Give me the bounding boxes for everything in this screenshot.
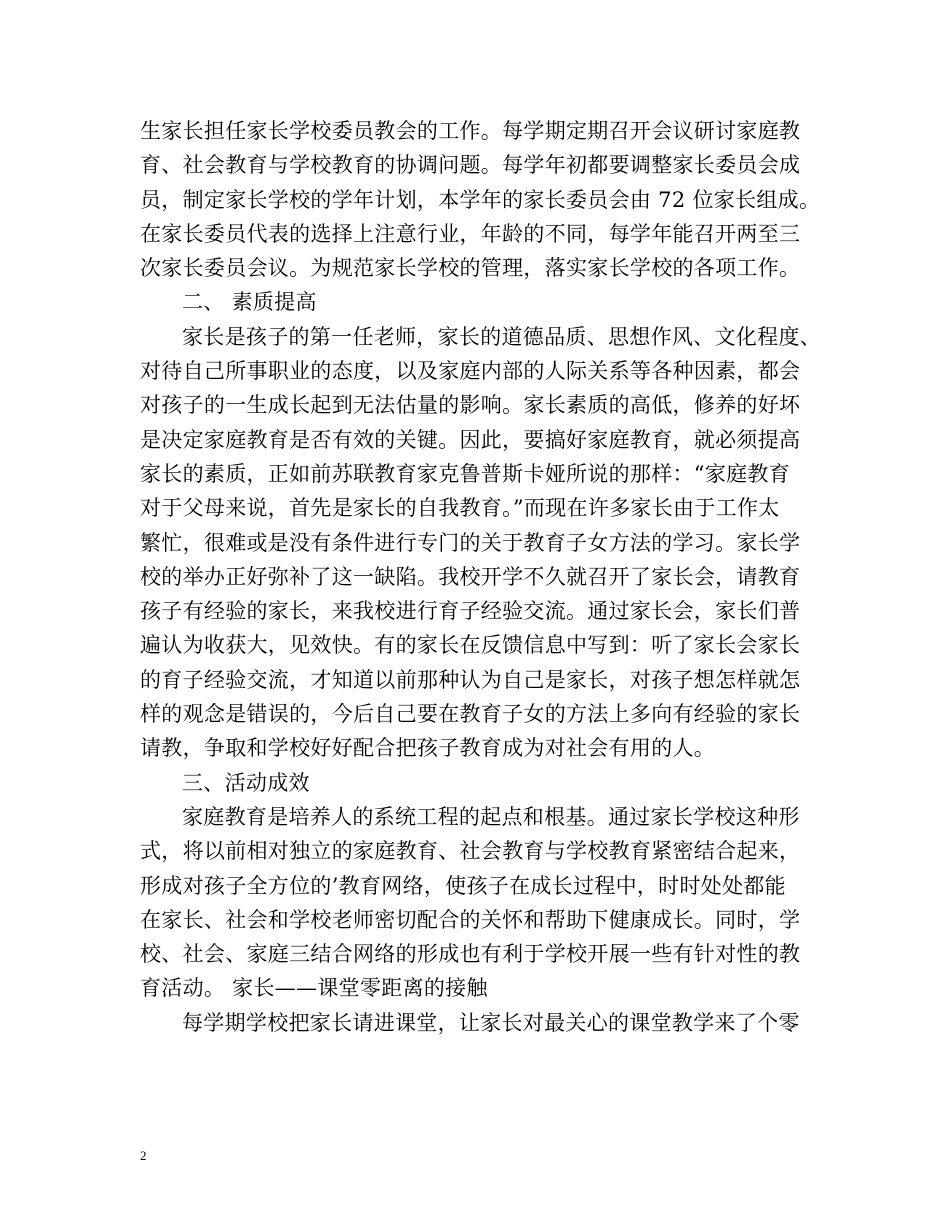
- text-line: 员，制定家长学校的学年计划，本学年的家长委员会由 72 位家长组成。: [140, 187, 821, 212]
- text-line: 生家长担任家长学校委员教会的工作。每学期定期召开会议研讨家庭教: [140, 119, 801, 143]
- text-line: 校的举办正好弥补了这一缺陷。我校开学不久就召开了家长会，请教育: [140, 564, 801, 589]
- text-line: 对待自己所事职业的态度，以及家庭内部的人际关系等各种因素，都会: [140, 359, 801, 384]
- text-line: 式，将以前相对独立的家庭教育、社会教育与学校教育紧密结合起来，: [140, 839, 801, 864]
- paragraph-start-line: 每学期学校把家长请进课堂，让家长对最关心的课堂教学来了个零: [182, 1010, 800, 1035]
- body-text: [140, 114, 830, 1040]
- text-line: 请教，争取和学校好好配合把孩子教育成为对社会有用的人。: [140, 736, 716, 761]
- page-number: 2: [140, 1148, 147, 1163]
- section-heading: 二、 素质提高: [182, 290, 317, 315]
- paragraph-start-line: 家庭教育是培养人的系统工程的起点和根基。通过家长学校这种形: [182, 804, 800, 829]
- text-line: 校、社会、家庭三结合网络的形成也有利于学校开展一些有针对性的教: [140, 942, 801, 967]
- text-line: 形成对孩子全方位的’教育网络，使孩子在成长过程中，时时处处都能: [140, 873, 786, 898]
- text-line: 次家长委员会议。为规范家长学校的管理，落实家长学校的各项工作。: [140, 256, 801, 281]
- text-line: 家长的素质，正如前苏联教育家克鲁普斯卡娅所说的那样：“家庭教育: [140, 461, 791, 486]
- text-line: 的育子经验交流，才知道以前那种认为自己是家长，对孩子想怎样就怎: [140, 667, 801, 692]
- text-line: 繁忙，很难或是没有条件进行专门的关于教育子女方法的学习。家长学: [140, 530, 801, 555]
- text-line: 育、社会教育与学校教育的协调问题。每学年初都要调整家长委员会成: [140, 153, 801, 178]
- text-line: 样的观念是错误的，今后自己要在教育子女的方法上多向有经验的家长: [140, 702, 801, 727]
- text-line: 是决定家庭教育是否有效的关键。因此，要搞好家庭教育，就必须提高: [140, 427, 801, 452]
- text-line: 育活动。 家长——课堂零距离的接触: [140, 976, 488, 1001]
- section-heading: 三、活动成效: [182, 770, 310, 795]
- text-line: 对于父母来说，首先是家长的自我教育。”而现在许多家长由于工作太: [140, 496, 780, 521]
- paragraph-start-line: 家长是孩子的第一任老师，家长的道德品质、思想作风、文化程度、: [182, 324, 821, 349]
- text-line: 在家长、社会和学校老师密切配合的关怀和帮助下健康成长。同时，学: [140, 907, 801, 932]
- text-line: 孩子有经验的家长，来我校进行育子经验交流。通过家长会，家长们普: [140, 599, 801, 624]
- text-line: 对孩子的一生成长起到无法估量的影响。家长素质的高低，修养的好坏: [140, 393, 801, 418]
- text-line: 遍认为收获大，见效快。有的家长在反馈信息中写到：听了家长会家长: [140, 633, 801, 658]
- text-line: 在家长委员代表的选择上注意行业，年龄的不同，每学年能召开两至三: [140, 221, 801, 246]
